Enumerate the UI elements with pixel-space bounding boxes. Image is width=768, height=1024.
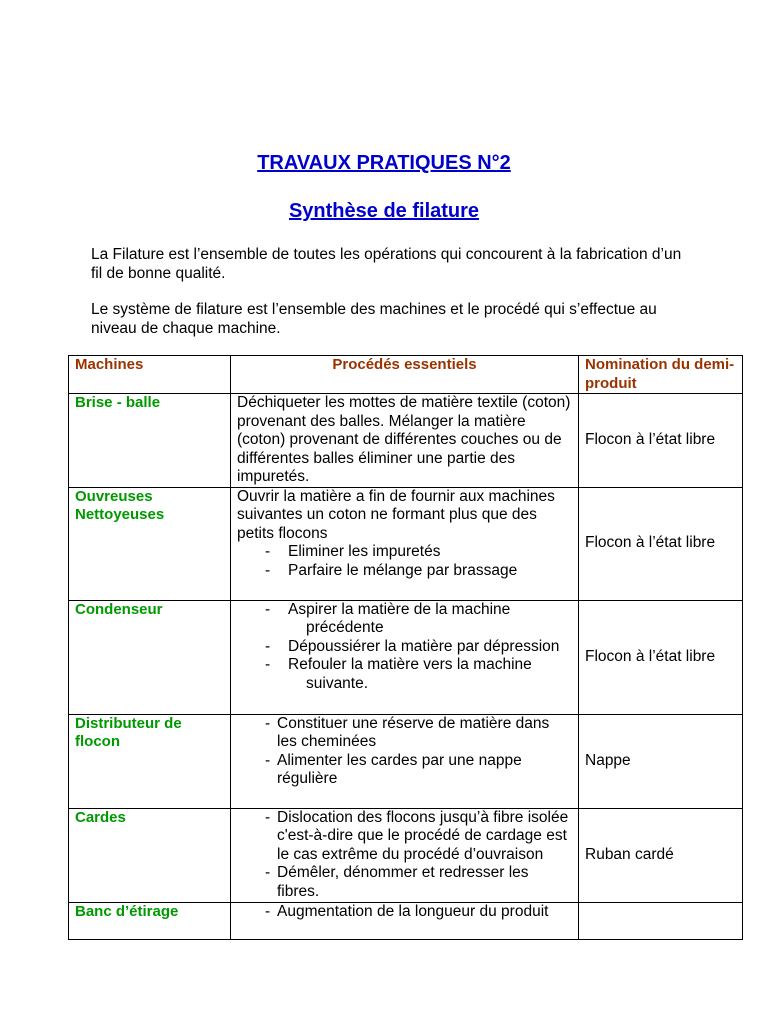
list-item: - Aspirer la matière de la machine précédente [265,600,511,636]
list-item: - Eliminer les impuretés [265,543,441,560]
list-item: - Refouler la matière vers la machine suivante. [265,656,532,692]
list-item: - Dépoussiérer la matière par dépression [265,637,560,655]
list-item: - Augmentation de la longueur du produit [265,902,549,920]
header-nomination: Nomination du demi-produit [579,356,743,394]
product-cell: Flocon à l’état libre [579,487,743,600]
list-item: - Alimenter les cardes par une nappe régulière [265,751,522,787]
table-row [69,487,743,600]
procedure-cell [231,394,579,488]
product-cell: Flocon à l’état libre [579,394,743,488]
procedure-cell [231,808,579,902]
table-row [69,600,743,714]
list-item: - Dislocation des flocons jusqu’à fibre isolée c'est-à-dire que le procédé de cardage est le cas extrême du procédé d’ouvraison [265,808,569,863]
header-procedes: Procédés essentiels [231,356,579,394]
procedure-list [237,543,572,580]
machine-cell: Brise - balle [69,394,231,488]
machine-cell: Condenseur [69,600,231,714]
procedure-list [237,601,572,694]
table-row [69,808,743,902]
table-header-row [69,356,743,394]
header-machines: Machines [69,356,231,394]
intro-paragraph: La Filature est l’ensemble de toutes les opérations qui concourent à la fabrication d’un fil de bonne qualité. [91,246,682,282]
procedure-cell [231,600,579,714]
list-item: - Démêler, dénommer et redresser les fibres. [265,864,529,900]
procedure-cell [231,487,579,600]
procedure-list [237,715,572,789]
procedure-cell [231,902,579,939]
procedure-text: Déchiqueter les mottes de matière textile (coton) provenant des balles. Mélanger la matière (coton) provenant de différentes couches ou de différentes balles éliminer une partie des impuretés. [237,394,571,485]
page-title: TRAVAUX PRATIQUES N°2 [257,152,511,174]
procedure-cell [231,714,579,808]
table-row [69,714,743,808]
table-row [69,902,743,939]
procedure-list [237,903,572,922]
page-subtitle: Synthèse de filature [288,200,480,222]
machine-cell: Cardes [69,808,231,902]
product-cell [579,902,743,939]
product-cell: Ruban cardé [579,808,743,902]
machine-cell: Distributeur de flocon [69,714,231,808]
procedure-text: Ouvrir la matière a fin de fournir aux machines suivantes un coton ne formant plus que des petits flocons [237,487,555,542]
machine-cell: Ouvreuses Nettoyeuses [69,487,231,600]
procedure-list [237,809,572,902]
product-cell: Flocon à l’état libre [579,600,743,714]
product-cell: Nappe [579,714,743,808]
list-item: - Constituer une réserve de matière dans les cheminées [265,714,550,750]
table-row [69,394,743,488]
machine-cell: Banc d’étirage [69,902,231,939]
system-paragraph: Le système de filature est l’ensemble des machines et le procédé qui s’effectue au niveau de chaque machine. [91,301,657,337]
list-item: - Parfaire le mélange par brassage [265,561,518,579]
spinning-table [68,355,743,940]
